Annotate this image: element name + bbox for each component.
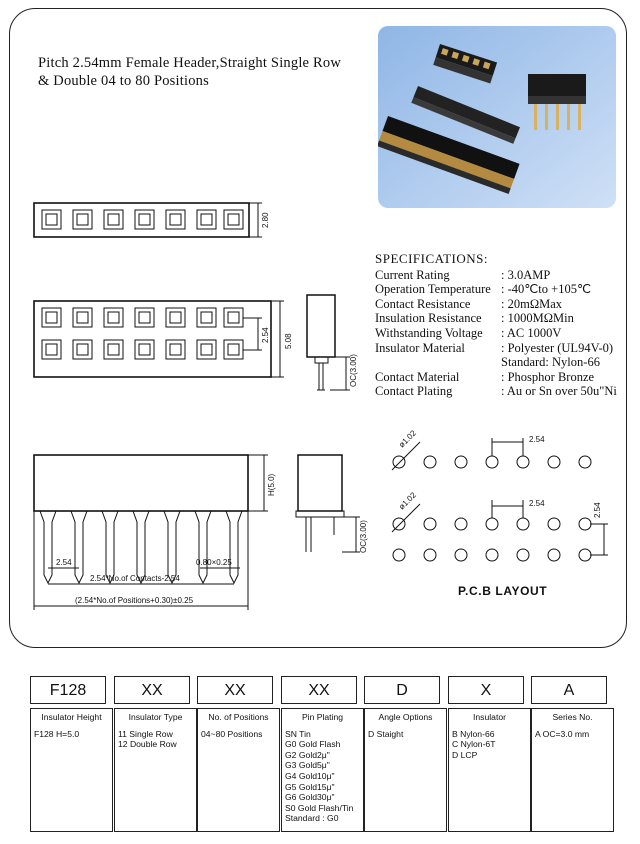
dim-end-oc: OC(3.00) <box>359 520 368 553</box>
spec-key: Operation Temperature <box>375 282 491 297</box>
spec-value: : Phosphor Bronze <box>501 369 595 384</box>
title-line-1: Pitch 2.54mm Female Header,Straight Single Row <box>38 55 342 71</box>
spec-value: : 1000MΩMin <box>501 311 574 326</box>
dim-side-oc: OC(3.00) <box>349 354 358 387</box>
specs-heading: SPECIFICATIONS: <box>375 251 488 266</box>
single-row-top-view <box>34 203 262 237</box>
front-pins <box>40 511 242 583</box>
desc-line: G6 Gold30μ" <box>285 792 335 803</box>
dim-pcb-pitch-2: 2.54 <box>529 499 545 508</box>
code-insulator-height: F128 <box>30 676 106 704</box>
dim-double-height: 5.08 <box>284 333 293 349</box>
desc-insulator-type <box>114 708 197 832</box>
desc-line: C Nylon-6T <box>452 739 496 750</box>
desc-heading: Pin Plating <box>301 712 344 722</box>
desc-positions <box>197 708 280 832</box>
dim-hole-dia-1: ø1.02 <box>397 428 418 450</box>
desc-heading: Angle Options <box>378 712 433 722</box>
desc-line: D Staight <box>368 728 404 739</box>
desc-line: G5 Gold15μ" <box>285 781 335 792</box>
desc-line: SN Tin <box>285 728 311 739</box>
spec-row <box>375 311 574 326</box>
spec-key: Insulator Material <box>375 340 465 355</box>
dim-pin-size: 0.80×0.25 <box>196 558 232 567</box>
code-insulator-type: XX <box>114 676 190 704</box>
spec-value: : 3.0AMP <box>501 267 551 282</box>
desc-line: B Nylon-66 <box>452 728 495 739</box>
spec-key: Insulation Resistance <box>375 311 482 326</box>
desc-heading: Series No. <box>552 712 593 722</box>
desc-line: A OC=3.0 mm <box>535 728 590 739</box>
front-view <box>34 455 268 610</box>
specifications <box>375 251 617 399</box>
dim-overall-length: (2.54*No.of Positions+0.30)±0.25 <box>75 596 194 605</box>
spec-value: : Au or Sn over 50u"Ni <box>501 384 617 399</box>
spec-key: Current Rating <box>375 267 450 282</box>
desc-heading: No. of Positions <box>208 712 269 722</box>
title-line-2: & Double 04 to 80 Positions <box>38 73 209 89</box>
spec-key: Contact Resistance <box>375 296 471 311</box>
dim-pcb-pitch-1: 2.54 <box>529 435 545 444</box>
spec-row <box>375 267 551 283</box>
spec-value: : -40℃to +105℃ <box>501 282 591 297</box>
spec-key: Contact Material <box>375 369 460 384</box>
desc-angle <box>364 708 447 832</box>
desc-line: 04~80 Positions <box>201 728 263 739</box>
spec-row <box>375 355 600 370</box>
desc-heading: Insulator Type <box>128 712 183 722</box>
desc-heading: Insulator <box>473 712 506 722</box>
desc-line: F128 H=5.0 <box>34 728 80 739</box>
desc-line: Standard : G0 <box>285 813 339 824</box>
spec-value: : AC 1000V <box>501 325 562 340</box>
spec-row <box>375 325 562 341</box>
desc-pin-plating <box>281 708 364 832</box>
spec-row <box>375 384 617 399</box>
code-series: A <box>531 676 607 704</box>
desc-line: G4 Gold10μ" <box>285 770 335 781</box>
desc-line: 11 Single Row <box>118 728 173 739</box>
dim-contacts-span: 2.54*No.of Contacts-2.54 <box>90 574 180 583</box>
desc-heading: Insulator Height <box>41 712 102 722</box>
desc-series <box>531 708 614 832</box>
spec-value: : 20mΩMax <box>501 296 563 311</box>
spec-key: Contact Plating <box>375 384 453 399</box>
desc-insulator-height <box>30 708 113 832</box>
code-pin-plating: XX <box>281 676 357 704</box>
spec-key: Withstanding Voltage <box>375 325 483 340</box>
code-insulator: X <box>448 676 524 704</box>
desc-line: D LCP <box>452 749 478 760</box>
dim-hole-dia-2: ø1.02 <box>397 490 418 512</box>
dim-pcb-row-pitch: 2.54 <box>593 502 602 518</box>
pcb-layout-double <box>392 500 608 561</box>
desc-line: G2 Gold2μ" <box>285 749 330 760</box>
pcb-layout-single <box>392 438 591 470</box>
dim-double-pitch: 2.54 <box>261 327 270 343</box>
code-angle: D <box>364 676 440 704</box>
side-view <box>307 295 350 390</box>
spec-value: Standard: Nylon-66 <box>501 355 600 370</box>
spec-row <box>375 296 563 312</box>
pcb-layout-label: P.C.B LAYOUT <box>458 584 548 598</box>
dim-pin-pitch: 2.54 <box>56 558 72 567</box>
desc-line: 12 Double Row <box>118 739 177 750</box>
dim-single-height: 2.80 <box>261 212 270 228</box>
desc-line: G3 Gold5μ" <box>285 760 330 771</box>
dim-front-height: H(5.0) <box>267 473 276 496</box>
double-row-top-view <box>34 301 284 377</box>
spec-value: : Polyester (UL94V-0) <box>501 340 614 355</box>
spec-row <box>375 340 614 356</box>
spec-row <box>375 282 591 297</box>
desc-insulator <box>448 708 531 832</box>
code-positions: XX <box>197 676 273 704</box>
spec-row <box>375 369 595 385</box>
desc-line: G0 Gold Flash <box>285 739 341 750</box>
end-view <box>296 455 360 552</box>
desc-line: S0 Gold Flash/Tin <box>285 802 354 813</box>
